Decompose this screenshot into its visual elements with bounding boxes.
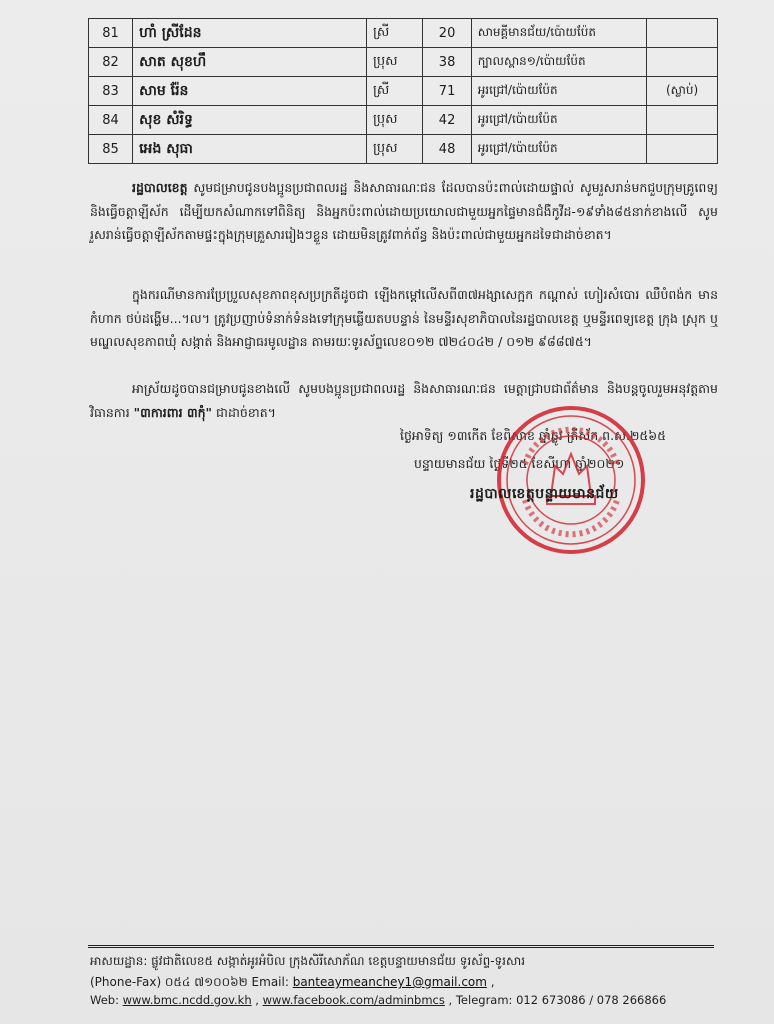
row-name: សាម រ៉ែន — [133, 77, 367, 106]
paragraph-notice — [90, 176, 718, 247]
row-note — [647, 135, 718, 164]
footer-address: អាសយដ្ឋាន: ផ្លូវជាតិលេខ៥ សង្កាត់អូរអំបិល ក្រុងសិរីសោភ័ណ ខេត្តបន្ទាយមានជ័យ ទូរស័ព្ទ-ទូរសារ — [90, 954, 526, 968]
row-age: 48 — [423, 135, 471, 164]
row-sex: ស្រី — [367, 77, 423, 106]
notice-text: សូមជម្រាបជូនបងប្អូនប្រជាពលរដ្ឋ និងសាធារណៈជន ដែលបានប៉ះពាល់ដោយផ្ទាល់ សូមរួសរាន់មកជួបក្រុមគ្រូពេទ្យ និងធ្វើចត្តាឡីស័ក ដើម្បីយកសំណាកទៅពិនិត្យ និងអ្នកប៉ះពាល់ដោយប្រយោលជាមួយអ្នកផ្ទៃមានជំងឺកូវីដ-១៩ទាំង៨៥នាក់ខាងលើ សូមរួសរាន់ធ្វើចត្តាឡីស័កតាមផ្ទះក្នុងក្រុមគ្រួសាររៀងៗខ្លួន ដោយមិនត្រូវពាក់ព័ន្ធ និងប៉ះពាល់ជាមួយអ្នកដទៃជាដាច់ខាត។ — [90, 180, 718, 242]
paragraph-symptoms: ក្នុងករណីមានការប្រែប្រួលសុខភាពខុសប្រក្រតីដូចជា ឡើងកម្តៅលើសពី៣៧អង្សាសេក្អក កណ្តាស់ ហៀរសំបោរ ឈឺបំពង់ក មានកំហាក ថប់ដង្ហើម...។ល។ ត្រូវប្រញាប់ទំនាក់ទំនងទៅក្រុមឆ្លើយតបបន្ទាន់ នៃមន្ទីរសុខាភិបាលនៃរដ្ឋបាលខេត្ត ឬមន្ទីរពេទ្យខេត្ត ក្រុង ស្រុក ឬមណ្ឌលសុខភាពឃុំ សង្កាត់ និងអាជ្ញាធរមូលដ្ឋាន តាមរយៈទូរស័ព្ទលេខ០១២ ៧២៤០៤២ / ០១២ ៩៨៨៧៥។ — [90, 287, 718, 349]
row-location: អូរជ្រៅ/ប៉ោយប៉ែត — [471, 135, 646, 164]
row-age: 20 — [423, 19, 471, 48]
row-name: សាត សុខហឹ — [133, 48, 367, 77]
row-number: 82 — [89, 48, 133, 77]
footer-email-link[interactable]: banteaymeanchey1@gmail.com — [292, 975, 487, 989]
official-seal-icon — [495, 404, 647, 556]
notice-lead: រដ្ឋបាលខេត្ត — [132, 180, 188, 195]
row-sex: ស្រី — [367, 19, 423, 48]
row-age: 42 — [423, 106, 471, 135]
row-note — [647, 106, 718, 135]
footer-divider — [88, 945, 714, 948]
lunar-date: ថ្ងៃអាទិត្យ ១៣កេីត ខែពិសាខ ឆ្នាំឆ្លូវ ត្រីស័ក ព.ស.២៥៦៥ — [400, 428, 666, 443]
closing-text: អាស្រ័យដូចបានជម្រាបជូនខាងលើ សូមបងប្អូនប្រជាពលរដ្ឋ និងសាធារណៈជន មេត្តាជ្រាបជាព័ត៌មាន និងបន្តចូលរួមអនុវត្តតាមវិធានការ — [90, 381, 718, 420]
table-row — [89, 19, 718, 48]
row-note — [647, 19, 718, 48]
signatory-title: រដ្ឋបាលខេត្តបន្ទាយមានជ័យ — [470, 486, 619, 502]
footer-website-link[interactable]: www.bmc.ncdd.gov.kh — [122, 993, 252, 1007]
closing-slogan: "៣ការពារ ៣កុំ" — [133, 404, 213, 420]
row-note: (ស្លាប់) — [647, 77, 718, 106]
footer-telegram: Telegram: 012 673086 / 078 266866 — [455, 993, 667, 1007]
footer-web-label: Web: — [90, 993, 123, 1007]
closing-end: ជាដាច់ខាត។ — [212, 404, 276, 420]
table-row — [89, 106, 718, 135]
row-age: 71 — [423, 77, 471, 106]
row-name: សុខ សំរិទ្ធ — [133, 106, 367, 135]
table-row — [89, 77, 718, 106]
case-table — [88, 18, 718, 164]
footer-phone: (Phone-Fax) ០៥៤ ៧១០០៦២ Email: — [90, 975, 293, 989]
solar-date: បន្ទាយមានជ័យ ថ្ងៃទី២៥ ខែសីហា ឆ្នាំ២០២១ — [414, 456, 625, 471]
row-number: 85 — [89, 135, 133, 164]
row-location: ក្បាលស្ពាន១/ប៉ោយប៉ែត — [471, 48, 646, 77]
table-row — [89, 135, 718, 164]
row-location: សាមគ្គីមានជ័យ/ប៉ោយប៉ែត — [471, 19, 646, 48]
row-location: អូរជ្រៅ/ប៉ោយប៉ែត — [471, 106, 646, 135]
row-note — [647, 48, 718, 77]
row-name: ហាំ ស្រីដែន — [133, 19, 367, 48]
table-row — [89, 48, 718, 77]
row-number: 81 — [89, 19, 133, 48]
row-sex: ប្រុស — [367, 106, 423, 135]
row-number: 83 — [89, 77, 133, 106]
row-name: អេង សុធា — [133, 135, 367, 164]
footer-web: Web: www.bmc.ncdd.gov.kh , www.facebook.com/adminbmcs , Telegram: 012 673086 / 078 266866 — [90, 993, 667, 1007]
row-location: អូរជ្រៅ/ប៉ោយប៉ែត — [471, 77, 646, 106]
row-sex: ប្រុស — [367, 135, 423, 164]
row-age: 38 — [423, 48, 471, 77]
footer-contact: (Phone-Fax) ០៥៤ ៧១០០៦២ Email: banteaymeanchey1@gmail.com , — [90, 975, 495, 989]
row-number: 84 — [89, 106, 133, 135]
row-sex: ប្រុស — [367, 48, 423, 77]
footer-facebook-link[interactable]: www.facebook.com/adminbmcs — [262, 993, 445, 1007]
